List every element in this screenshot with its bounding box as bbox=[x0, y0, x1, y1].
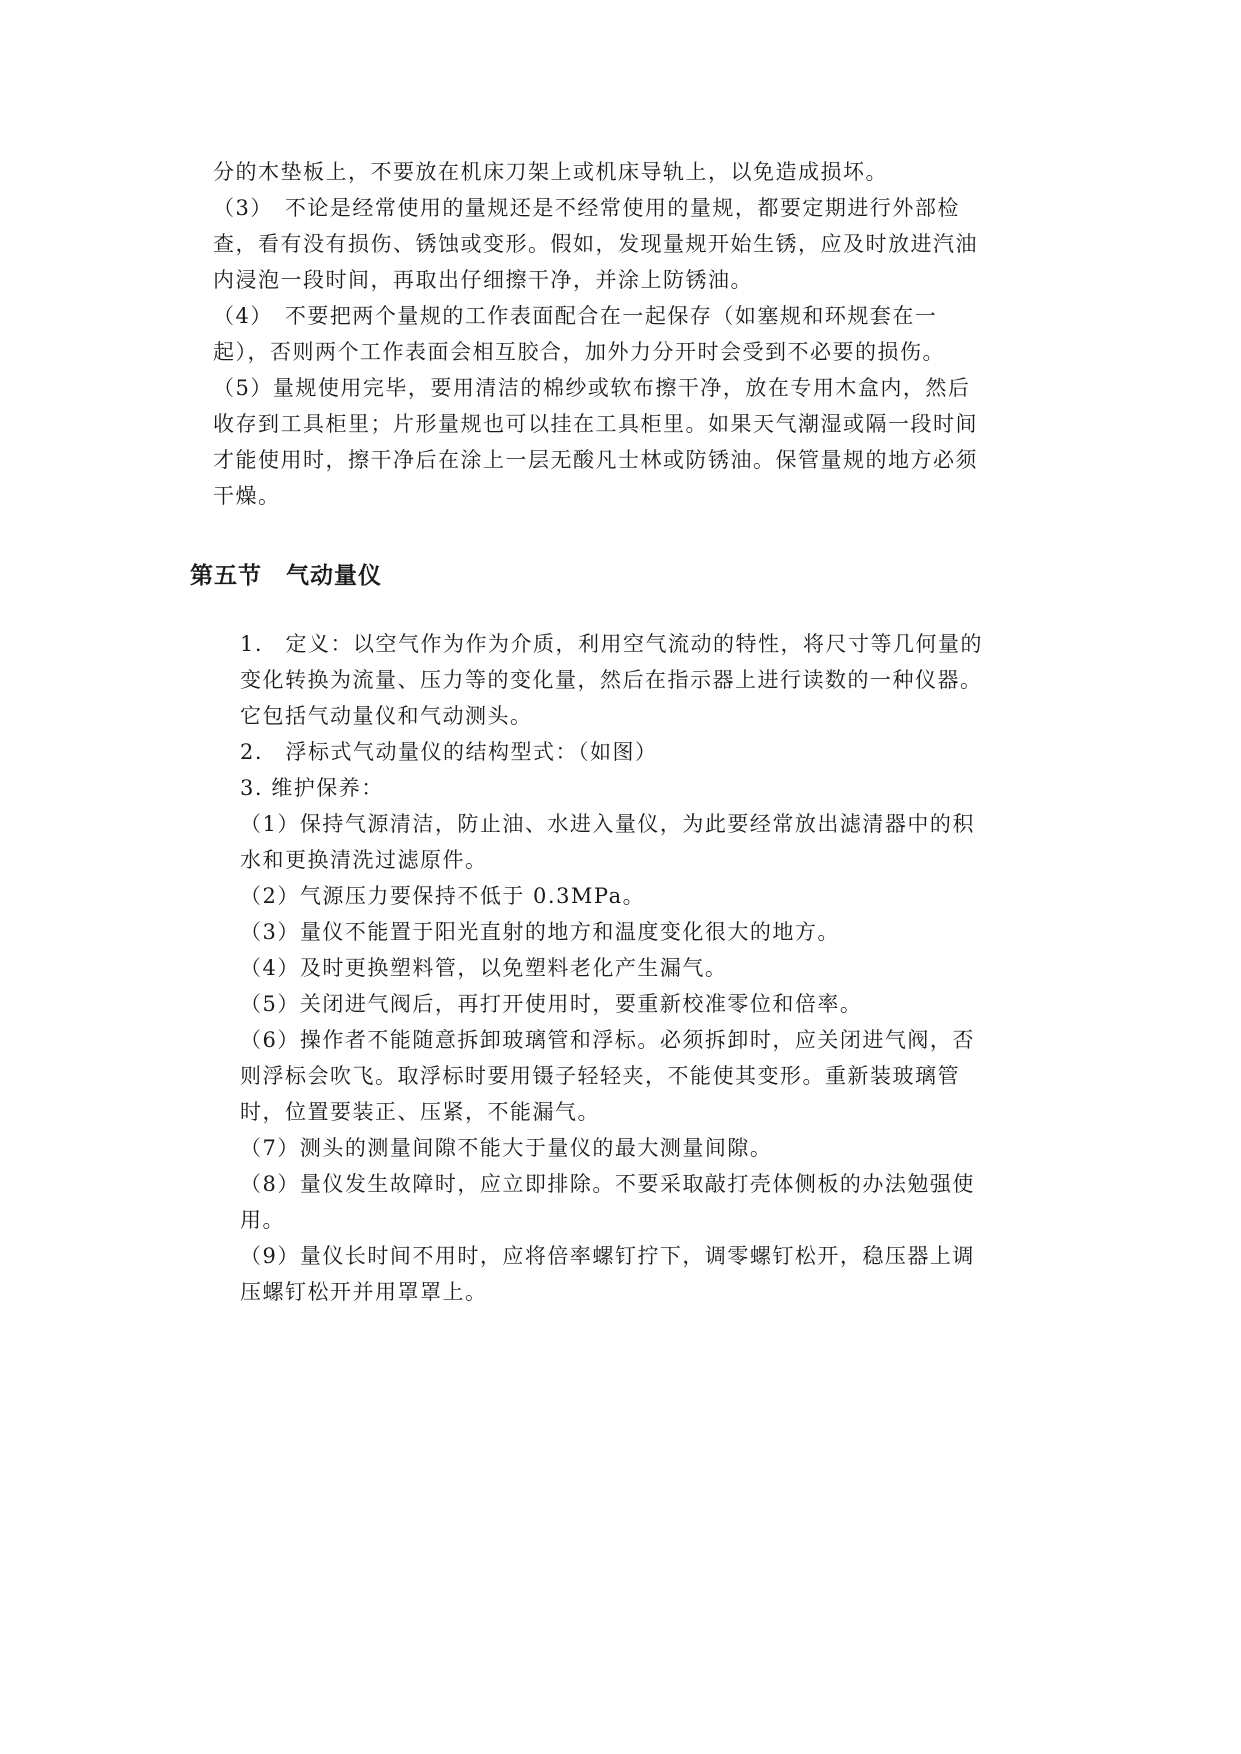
text-line: 1. 定义：以空气作为作为介质，利用空气流动的特性，将尺寸等几何量的 bbox=[240, 632, 984, 656]
text-line: 才能使用时，擦干净后在涂上一层无酸凡士林或防锈油。保管量规的地方必须 bbox=[213, 448, 978, 472]
text-line: 水和更换清洗过滤原件。 bbox=[240, 848, 488, 872]
text-line: 它包括气动量仪和气动测头。 bbox=[240, 704, 533, 728]
text-line: （1）保持气源清洁，防止油、水进入量仪，为此要经常放出滤清器中的积 bbox=[240, 812, 975, 836]
text-line: （5）量规使用完毕，要用清洁的棉纱或软布擦干净，放在专用木盒内，然后 bbox=[213, 376, 971, 400]
text-line: 2. 浮标式气动量仪的结构型式：（如图） bbox=[240, 740, 658, 764]
text-line: 起），否则两个工作表面会相互胶合，加外力分开时会受到不必要的损伤。 bbox=[213, 340, 945, 364]
text-line: 干燥。 bbox=[213, 484, 281, 508]
text-line: （5）关闭进气阀后，再打开使用时，要重新校准零位和倍率。 bbox=[240, 992, 863, 1016]
storage-notes bbox=[213, 154, 978, 514]
section-body bbox=[240, 626, 983, 1310]
text-line: （4） 不要把两个量规的工作表面配合在一起保存（如塞规和环规套在一 bbox=[213, 304, 938, 328]
text-line: 内浸泡一段时间，再取出仔细擦干净，并涂上防锈油。 bbox=[213, 268, 753, 292]
text-line: 压螺钉松开并用罩罩上。 bbox=[240, 1280, 488, 1304]
text-line: （7）测头的测量间隙不能大于量仪的最大测量间隙。 bbox=[240, 1136, 773, 1160]
text-line: （9）量仪长时间不用时，应将倍率螺钉拧下，调零螺钉松开，稳压器上调 bbox=[240, 1244, 975, 1268]
text-line: （8）量仪发生故障时，应立即排除。不要采取敲打壳体侧板的办法勉强使 bbox=[240, 1172, 975, 1196]
text-line: 分的木垫板上，不要放在机床刀架上或机床导轨上，以免造成损坏。 bbox=[213, 160, 888, 184]
text-line: 变化转换为流量、压力等的变化量，然后在指示器上进行读数的一种仪器。 bbox=[240, 668, 983, 692]
section-heading: 第五节 气动量仪 bbox=[190, 563, 382, 589]
text-line: 收存到工具柜里；片形量规也可以挂在工具柜里。如果天气潮湿或隔一段时间 bbox=[213, 412, 978, 436]
text-line: （4）及时更换塑料管，以免塑料老化产生漏气。 bbox=[240, 956, 728, 980]
text-line: 查，看有没有损伤、锈蚀或变形。假如，发现量规开始生锈，应及时放进汽油 bbox=[213, 232, 978, 256]
text-line: 时，位置要装正、压紧，不能漏气。 bbox=[240, 1100, 600, 1124]
text-line: （6）操作者不能随意拆卸玻璃管和浮标。必须拆卸时，应关闭进气阀，否 bbox=[240, 1028, 975, 1052]
text-line: 用。 bbox=[240, 1208, 285, 1232]
text-line: （3） 不论是经常使用的量规还是不经常使用的量规，都要定期进行外部检 bbox=[213, 196, 960, 220]
text-line: （2）气源压力要保持不低于 0.3MPa。 bbox=[240, 884, 646, 908]
text-line: 3. 维护保养： bbox=[240, 776, 384, 800]
text-line: 则浮标会吹飞。取浮标时要用镊子轻轻夹，不能使其变形。重新装玻璃管 bbox=[240, 1064, 960, 1088]
text-line: （3）量仪不能置于阳光直射的地方和温度变化很大的地方。 bbox=[240, 920, 840, 944]
